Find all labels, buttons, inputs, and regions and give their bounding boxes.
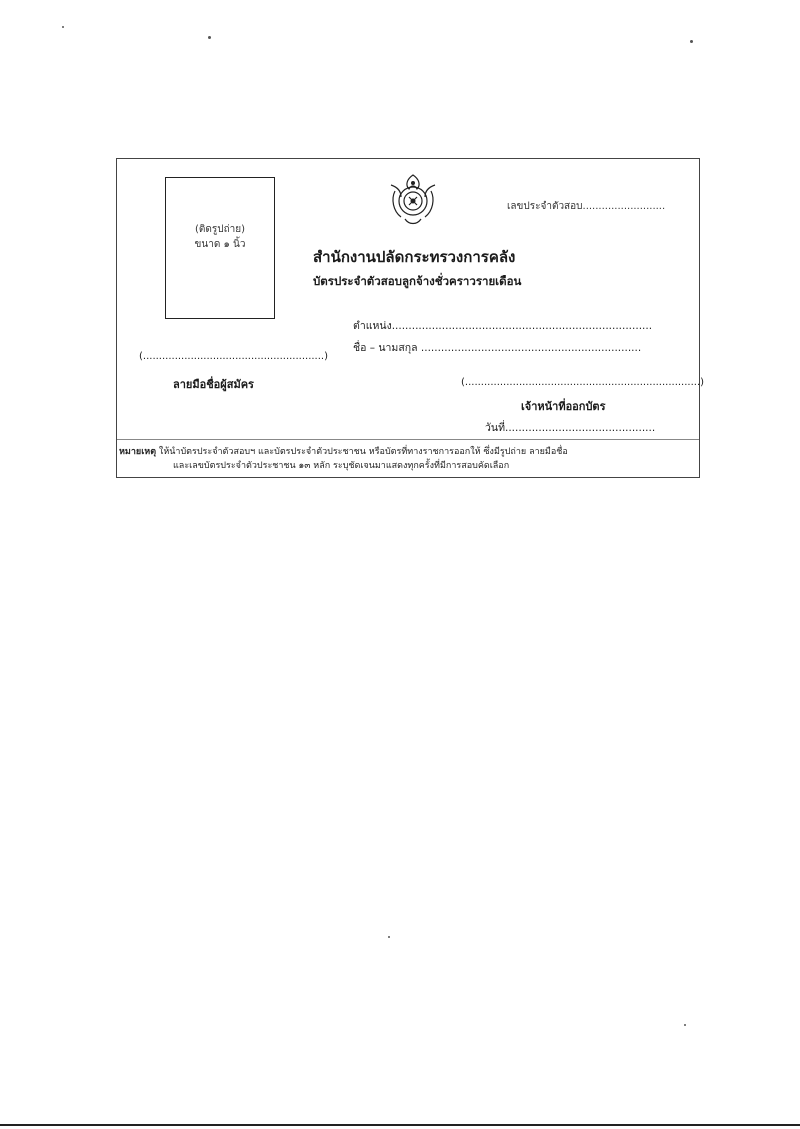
officer-signature-line: (..........................................................................) (461, 377, 705, 388)
officer-signature-label: เจ้าหน้าที่ออกบัตร (521, 400, 606, 413)
card-subtitle: บัตรประจำตัวสอบลูกจ้างชั่วคราวรายเดือน (313, 274, 522, 288)
scan-speck (62, 26, 64, 28)
applicant-signature-line: (.........................................................) (139, 351, 328, 362)
scan-speck (208, 36, 211, 39)
scan-speck (684, 1024, 686, 1026)
note-block (119, 445, 568, 473)
note-line2: และเลขบัตรประจำตัวประชาชน ๑๓ หลัก ระบุชัดเจนมาแสดงทุกครั้งที่มีการสอบคัดเลือก (173, 461, 510, 471)
applicant-signature-label: ลายมือชื่อผู้สมัคร (173, 378, 254, 391)
position-field: ตำแหน่ง.............................................................................. (353, 320, 653, 332)
photo-box-line2: ขนาด ๑ นิ้ว (194, 239, 246, 250)
exam-number-field: เลขประจำตัวสอบ.......................... (507, 201, 666, 212)
scan-speck (388, 936, 390, 938)
name-field: ชื่อ – นามสกุล .................................................................. (353, 342, 642, 354)
garuda-emblem-icon (387, 171, 439, 227)
note-label: หมายเหตุ (119, 447, 157, 457)
note-line1: ให้นำบัตรประจำตัวสอบฯ และบัตรประจำตัวประชาชน หรือบัตรที่ทางราชการออกให้ ซึ่งมีรูปถ่าย ลายมือชื่อ (158, 447, 568, 457)
photo-box-line1: (ติดรูปถ่าย) (194, 224, 246, 235)
photo-placeholder-box (165, 177, 275, 319)
office-title: สำนักงานปลัดกระทรวงการคลัง (313, 248, 516, 266)
issue-date-field: วันที่............................................. (485, 422, 656, 434)
exam-id-card (116, 158, 705, 478)
note-divider (117, 439, 699, 440)
scan-bottom-edge (0, 1124, 800, 1126)
scan-speck (690, 40, 693, 43)
